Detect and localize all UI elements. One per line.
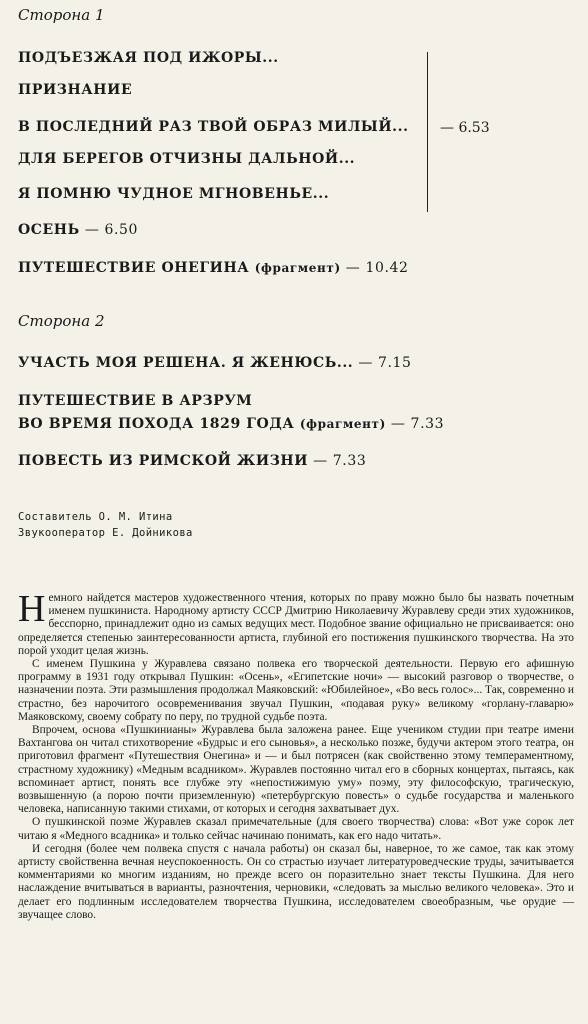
side-2-label: Сторона 2 (18, 312, 105, 330)
track-list-item (18, 453, 366, 469)
track-duration: — 6.50 (79, 222, 139, 238)
side-1-label: Сторона 1 (18, 6, 105, 24)
track-list-item (18, 119, 409, 135)
track-title: ПУТЕШЕСТВИЕ ОНЕГИНА (18, 260, 255, 276)
track-title: ПУТЕШЕСТВИЕ В АРЗРУМ (18, 393, 253, 409)
track-title: ПОДЪЕЗЖАЯ ПОД ИЖОРЫ... (18, 50, 279, 66)
track-duration: — 10.42 (340, 260, 409, 276)
track-list-item (18, 393, 252, 409)
track-title: В ПОСЛЕДНИЙ РАЗ ТВОЙ ОБРАЗ МИЛЫЙ... (18, 119, 409, 135)
track-duration: — 7.33 (385, 416, 445, 432)
essay-paragraph (18, 588, 574, 658)
essay-paragraph: С именем Пушкина у Журавлева связано полвека его творческой деятельности. Первую его афишную программу в 1931 году открывал Пушкин: «Осень», «Египетские ночи» — высокий разговор о творчестве, о назначении поэта. Эти размышления продолжал Маяковский: «Юбилейное», «Во весь голос»... Так, современно и страстно, без нарочитого осовременивания звучал Пушкин, «подавая руку» великому «горлану-главарю» Маяковскому, своему собрату по перу, по трудной судьбе поэта. (18, 658, 574, 723)
track-list-item (18, 355, 412, 371)
track-note: (фрагмент) (299, 417, 386, 431)
track-list-item (18, 50, 279, 66)
track-list-item (18, 186, 329, 202)
liner-notes-essay (18, 588, 574, 922)
track-title: ДЛЯ БЕРЕГОВ ОТЧИЗНЫ ДАЛЬНОЙ... (18, 151, 356, 167)
credit-engineer: Звукооператор Е. Дойникова (18, 527, 193, 539)
track-title: Я ПОМНЮ ЧУДНОЕ МГНОВЕНЬЕ... (18, 186, 330, 202)
track-duration: — 7.15 (353, 355, 412, 371)
essay-paragraph: И сегодня (более чем полвека спустя с начала работы) он сказал бы, наверное, то же самое, так как этому артисту свойственна вечная неуспокоенность. Он со страстью изучает литературоведческие труды, зачитывается комментариями ко многим изданиям, но прежде всего он поразительно знает тексты Пушкина. Для него наслаждение вчитываться в варианты, разночтения, черновики, «следовать за мыслью великого человека». Это и делает его подлинным исследователем творчества Пушкина, исследователем своеобразным, чье орудие — звучащее слово. (18, 842, 574, 921)
essay-paragraph: Впрочем, основа «Пушкинианы» Журавлева была заложена ранее. Еще учеником студии при театре имени Вахтангова он читал стихотворение «Будрыс и его сыновья», а несколько позже, будучи актером этого театра, он приготовил фрагмент «Путешествия Онегина» и — и был потрясен (как свойственно этому темпераментному, страстному художнику) «Медным всадником». Журавлев постоянно читал его в сборных концертах, пытаясь, как вспоминает артист, понять все глубже эту «непостижимую уму» поэму, эту философскую, трагическую, возвышенную (а порою почти приземленную) «петербургскую повесть» о судьбе государства и маленького человека, написанную такими стихами, от которых и сегодня захватывает дух. (18, 724, 574, 816)
track-title: ОСЕНЬ (18, 222, 80, 238)
track-note: (фрагмент) (254, 261, 341, 275)
track-title: УЧАСТЬ МОЯ РЕШЕНА. Я ЖЕНЮСЬ... (18, 355, 354, 371)
track-list-item (18, 151, 355, 167)
credit-compiler: Составитель О. М. Итина (18, 511, 173, 523)
track-list-item (18, 260, 409, 276)
track-list-item (18, 82, 132, 98)
track-list-item (18, 416, 444, 432)
track-duration: — 7.33 (308, 453, 367, 469)
essay-text: емного найдется мастеров художественного чтения, которых по праву можно было бы назвать почетным именем пушкиниста. Народному артисту СССР Дмитрию Николаевичу Журавлеву среди этих художников, бесспорно, принадлежит одно из самых ведущих мест. Подобное звание официально не присваивается: оно определяется степенью заинтересованности артиста, глубиной его постижения пушкинского творчества. На это порой уходит целая жизнь. (18, 592, 574, 657)
track-group-bracket (427, 52, 428, 212)
drop-cap: Н (18, 588, 46, 630)
track-title: ВО ВРЕМЯ ПОХОДА 1829 ГОДА (18, 416, 300, 432)
essay-paragraph: О пушкинской поэме Журавлев сказал примечательные (для своего творчества) слова: «Вот уже сорок лет читаю я «Медного всадника» и только сейчас начинаю понимать, как его надо читать». (18, 816, 574, 842)
track-title: ПРИЗНАНИЕ (18, 82, 133, 98)
track-list-item (18, 222, 138, 238)
track-group-duration: — 6.53 (440, 120, 490, 136)
track-title: ПОВЕСТЬ ИЗ РИМСКОЙ ЖИЗНИ (18, 453, 309, 469)
